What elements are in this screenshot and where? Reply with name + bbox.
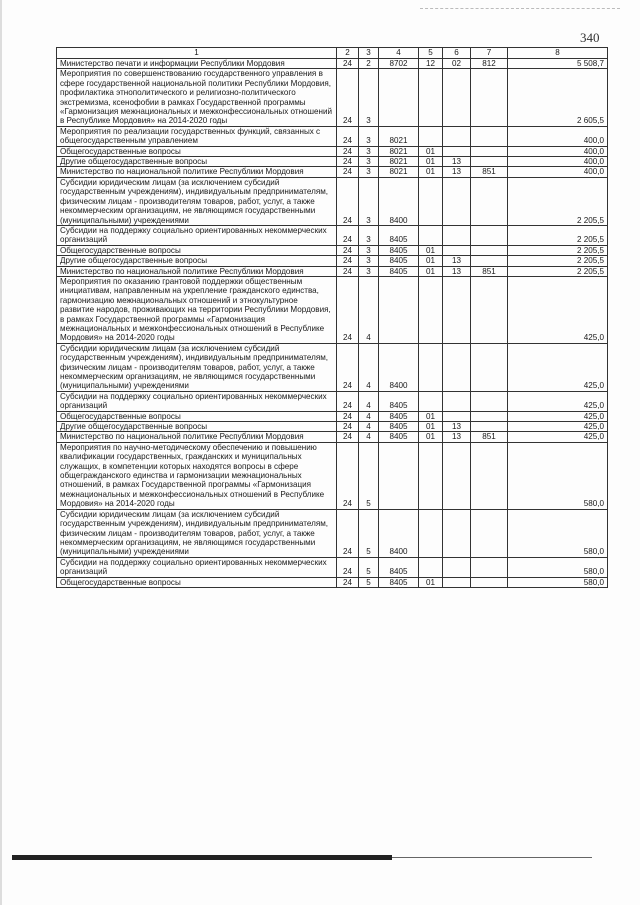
cell-code-2: 24 bbox=[337, 509, 359, 557]
cell-amount: 400,0 bbox=[508, 157, 608, 167]
cell-code-7 bbox=[471, 509, 508, 557]
cell-amount: 2 205,5 bbox=[508, 225, 608, 245]
cell-code-3: 5 bbox=[359, 557, 379, 577]
cell-code-4: 8021 bbox=[379, 157, 419, 167]
cell-code-4: 8405 bbox=[379, 245, 419, 255]
cell-code-7 bbox=[471, 577, 508, 587]
cell-code-4: 8405 bbox=[379, 577, 419, 587]
cell-code-2: 24 bbox=[337, 391, 359, 411]
cell-code-2: 24 bbox=[337, 432, 359, 442]
cell-code-4: 8400 bbox=[379, 509, 419, 557]
column-header: 2 bbox=[337, 48, 359, 59]
cell-amount: 5 508,7 bbox=[508, 59, 608, 69]
cell-code-5: 01 bbox=[419, 167, 443, 177]
cell-code-6 bbox=[443, 177, 471, 225]
cell-code-2: 24 bbox=[337, 69, 359, 126]
cell-code-5: 01 bbox=[419, 432, 443, 442]
cell-row-name: Мероприятия по совершенствованию государственного управления в сфере государственной национальной политики Республики Мордовия, профилактика этнополитического и религиозно-политического экстремизма, ксенофобии в рамках Государственной программы «Гармонизация межнациональных и межконфессиональных отношений в Республике Мордовия» на 2014-2020 годы bbox=[57, 69, 337, 126]
cell-row-name: Субсидии юридическим лицам (за исключением субсидий государственным учреждениям), индивидуальным предпринимателям, физическим лицам - производителям товаров, работ, услуг, а также некоммерческим организациям, не являющимся государственными (муниципальными) учреждениями bbox=[57, 509, 337, 557]
cell-code-2: 24 bbox=[337, 126, 359, 146]
cell-code-2: 24 bbox=[337, 411, 359, 421]
column-header: 4 bbox=[379, 48, 419, 59]
cell-amount: 425,0 bbox=[508, 411, 608, 421]
cell-code-7 bbox=[471, 245, 508, 255]
cell-code-3: 5 bbox=[359, 509, 379, 557]
cell-code-7: 812 bbox=[471, 59, 508, 69]
cell-amount: 2 205,5 bbox=[508, 266, 608, 276]
cell-row-name: Общегосударственные вопросы bbox=[57, 146, 337, 156]
cell-code-7 bbox=[471, 157, 508, 167]
column-header: 3 bbox=[359, 48, 379, 59]
cell-code-6 bbox=[443, 276, 471, 343]
cell-code-7 bbox=[471, 411, 508, 421]
table-row bbox=[57, 432, 608, 442]
cell-code-7 bbox=[471, 177, 508, 225]
table-row bbox=[57, 177, 608, 225]
cell-amount: 400,0 bbox=[508, 146, 608, 156]
cell-amount: 580,0 bbox=[508, 442, 608, 509]
cell-code-7 bbox=[471, 391, 508, 411]
cell-row-name: Общегосударственные вопросы bbox=[57, 577, 337, 587]
cell-code-4: 8405 bbox=[379, 225, 419, 245]
cell-code-3: 4 bbox=[359, 432, 379, 442]
page-number: 340 bbox=[580, 30, 600, 45]
column-header: 6 bbox=[443, 48, 471, 59]
cell-code-2: 24 bbox=[337, 266, 359, 276]
cell-code-4: 8405 bbox=[379, 411, 419, 421]
cell-code-5: 01 bbox=[419, 256, 443, 266]
cell-code-5 bbox=[419, 69, 443, 126]
cell-code-7 bbox=[471, 69, 508, 126]
cell-code-3: 4 bbox=[359, 276, 379, 343]
cell-code-6 bbox=[443, 343, 471, 391]
cell-amount: 2 205,5 bbox=[508, 177, 608, 225]
cell-code-7 bbox=[471, 422, 508, 432]
cell-code-4: 8021 bbox=[379, 126, 419, 146]
column-header: 7 bbox=[471, 48, 508, 59]
scan-bottom-bar bbox=[12, 855, 392, 860]
cell-code-6: 13 bbox=[443, 432, 471, 442]
cell-code-3: 3 bbox=[359, 167, 379, 177]
cell-code-4: 8021 bbox=[379, 167, 419, 177]
cell-code-4 bbox=[379, 69, 419, 126]
cell-code-5 bbox=[419, 442, 443, 509]
cell-code-2: 24 bbox=[337, 167, 359, 177]
cell-row-name: Общегосударственные вопросы bbox=[57, 411, 337, 421]
cell-code-5: 01 bbox=[419, 157, 443, 167]
cell-row-name: Субсидии на поддержку социально ориентированных некоммерческих организаций bbox=[57, 391, 337, 411]
cell-row-name: Субсидии на поддержку социально ориентированных некоммерческих организаций bbox=[57, 225, 337, 245]
cell-code-4: 8405 bbox=[379, 391, 419, 411]
cell-row-name: Субсидии на поддержку социально ориентированных некоммерческих организаций bbox=[57, 557, 337, 577]
cell-code-7 bbox=[471, 225, 508, 245]
cell-code-6 bbox=[443, 442, 471, 509]
cell-row-name: Мероприятия по оказанию грантовой поддержки общественным инициативам, направленным на укрепление гражданского единства, гармонизацию межнациональных отношений и этнокультурное развитие народов, проживающих на территории Республики Мордовия, в рамках Государственной программы «Гармонизация межнациональных и межконфессиональных отношений в Республике Мордовия» на 2014-2020 годы bbox=[57, 276, 337, 343]
cell-code-5: 12 bbox=[419, 59, 443, 69]
scan-edge bbox=[0, 0, 2, 905]
table-row bbox=[57, 157, 608, 167]
cell-code-2: 24 bbox=[337, 177, 359, 225]
cell-code-5 bbox=[419, 126, 443, 146]
cell-code-6 bbox=[443, 146, 471, 156]
column-header: 8 bbox=[508, 48, 608, 59]
cell-code-3: 3 bbox=[359, 245, 379, 255]
cell-code-2: 24 bbox=[337, 245, 359, 255]
cell-code-4 bbox=[379, 276, 419, 343]
table-row bbox=[57, 256, 608, 266]
cell-code-2: 24 bbox=[337, 225, 359, 245]
cell-code-3: 3 bbox=[359, 225, 379, 245]
cell-code-5: 01 bbox=[419, 577, 443, 587]
cell-code-2: 24 bbox=[337, 59, 359, 69]
cell-code-4: 8405 bbox=[379, 266, 419, 276]
cell-code-2: 24 bbox=[337, 276, 359, 343]
cell-code-7 bbox=[471, 442, 508, 509]
table-row bbox=[57, 442, 608, 509]
cell-row-name: Министерство печати и информации Республики Мордовия bbox=[57, 59, 337, 69]
table-row bbox=[57, 411, 608, 421]
cell-row-name: Мероприятия по научно-методическому обеспечению и повышению квалификации государственных, гражданских и муниципальных служащих, в компетенции которых находятся вопросы в сфере общегражданского единства и гармонизации межнациональных отношений, в рамках Государственной программы «Гармонизация межнациональных и межконфессиональных отношений в Республике Мордовия» на 2014-2020 годы bbox=[57, 442, 337, 509]
cell-code-7 bbox=[471, 276, 508, 343]
cell-code-3: 3 bbox=[359, 157, 379, 167]
cell-code-6 bbox=[443, 225, 471, 245]
cell-code-5: 01 bbox=[419, 146, 443, 156]
table-row bbox=[57, 509, 608, 557]
table-row bbox=[57, 69, 608, 126]
cell-code-3: 3 bbox=[359, 177, 379, 225]
cell-code-2: 24 bbox=[337, 422, 359, 432]
cell-code-3: 4 bbox=[359, 343, 379, 391]
table-row bbox=[57, 167, 608, 177]
cell-code-6 bbox=[443, 391, 471, 411]
cell-code-4: 8405 bbox=[379, 557, 419, 577]
cell-code-6 bbox=[443, 126, 471, 146]
cell-code-3: 2 bbox=[359, 59, 379, 69]
cell-code-7: 851 bbox=[471, 432, 508, 442]
table-row bbox=[57, 146, 608, 156]
cell-row-name: Другие общегосударственные вопросы bbox=[57, 422, 337, 432]
cell-amount: 580,0 bbox=[508, 557, 608, 577]
cell-code-3: 4 bbox=[359, 391, 379, 411]
cell-code-6: 13 bbox=[443, 256, 471, 266]
cell-code-3: 5 bbox=[359, 577, 379, 587]
cell-amount: 425,0 bbox=[508, 422, 608, 432]
table-row bbox=[57, 422, 608, 432]
table-row bbox=[57, 343, 608, 391]
cell-amount: 580,0 bbox=[508, 509, 608, 557]
cell-code-2: 24 bbox=[337, 146, 359, 156]
cell-amount: 425,0 bbox=[508, 432, 608, 442]
cell-code-7 bbox=[471, 126, 508, 146]
cell-code-5 bbox=[419, 276, 443, 343]
cell-code-6: 13 bbox=[443, 167, 471, 177]
cell-amount: 2 605,5 bbox=[508, 69, 608, 126]
cell-code-2: 24 bbox=[337, 343, 359, 391]
cell-code-6 bbox=[443, 509, 471, 557]
cell-row-name: Другие общегосударственные вопросы bbox=[57, 157, 337, 167]
table-row bbox=[57, 557, 608, 577]
cell-row-name: Мероприятия по реализации государственных функций, связанных с общегосударственным управлением bbox=[57, 126, 337, 146]
cell-code-6: 13 bbox=[443, 266, 471, 276]
cell-code-5: 01 bbox=[419, 411, 443, 421]
cell-code-6: 13 bbox=[443, 422, 471, 432]
cell-code-7 bbox=[471, 146, 508, 156]
cell-amount: 580,0 bbox=[508, 577, 608, 587]
table-row bbox=[57, 266, 608, 276]
table-row bbox=[57, 59, 608, 69]
cell-code-5 bbox=[419, 509, 443, 557]
cell-code-5 bbox=[419, 225, 443, 245]
cell-code-3: 3 bbox=[359, 146, 379, 156]
cell-code-3: 3 bbox=[359, 266, 379, 276]
cell-code-5: 01 bbox=[419, 266, 443, 276]
cell-code-3: 5 bbox=[359, 442, 379, 509]
cell-code-5: 01 bbox=[419, 245, 443, 255]
scan-bottom-line bbox=[392, 857, 592, 858]
cell-row-name: Субсидии юридическим лицам (за исключением субсидий государственным учреждениям), индивидуальным предпринимателям, физическим лицам - производителям товаров, работ, услуг, а также некоммерческим организациям, не являющимся государственными (муниципальными) учреждениями bbox=[57, 343, 337, 391]
cell-code-6 bbox=[443, 577, 471, 587]
cell-code-4: 8405 bbox=[379, 432, 419, 442]
cell-code-5 bbox=[419, 343, 443, 391]
cell-code-7: 851 bbox=[471, 266, 508, 276]
cell-code-6 bbox=[443, 69, 471, 126]
table-row bbox=[57, 245, 608, 255]
cell-code-7 bbox=[471, 343, 508, 391]
column-header: 1 bbox=[57, 48, 337, 59]
cell-code-4: 8400 bbox=[379, 177, 419, 225]
cell-row-name: Субсидии юридическим лицам (за исключением субсидий государственным учреждениям), индивидуальным предпринимателям, физическим лицам - производителям товаров, работ, услуг, а также некоммерческим организациям, не являющимся государственными (муниципальными) учреждениями bbox=[57, 177, 337, 225]
table-row bbox=[57, 391, 608, 411]
cell-amount: 425,0 bbox=[508, 343, 608, 391]
cell-code-6 bbox=[443, 245, 471, 255]
cell-amount: 425,0 bbox=[508, 276, 608, 343]
cell-code-3: 3 bbox=[359, 69, 379, 126]
cell-code-6: 13 bbox=[443, 157, 471, 167]
table-row bbox=[57, 126, 608, 146]
cell-code-5: 01 bbox=[419, 422, 443, 432]
table-row bbox=[57, 577, 608, 587]
cell-row-name: Министерство по национальной политике Республики Мордовия bbox=[57, 266, 337, 276]
table-row bbox=[57, 225, 608, 245]
scan-artifact-line bbox=[420, 8, 620, 10]
cell-code-4: 8400 bbox=[379, 343, 419, 391]
cell-amount: 400,0 bbox=[508, 126, 608, 146]
cell-code-7 bbox=[471, 256, 508, 266]
cell-row-name: Общегосударственные вопросы bbox=[57, 245, 337, 255]
cell-code-4 bbox=[379, 442, 419, 509]
cell-amount: 2 205,5 bbox=[508, 245, 608, 255]
cell-code-6: 02 bbox=[443, 59, 471, 69]
cell-code-4: 8405 bbox=[379, 422, 419, 432]
cell-code-6 bbox=[443, 557, 471, 577]
cell-code-5 bbox=[419, 557, 443, 577]
cell-code-2: 24 bbox=[337, 577, 359, 587]
cell-amount: 2 205,5 bbox=[508, 256, 608, 266]
cell-amount: 425,0 bbox=[508, 391, 608, 411]
cell-code-6 bbox=[443, 411, 471, 421]
cell-code-2: 24 bbox=[337, 557, 359, 577]
cell-code-3: 4 bbox=[359, 422, 379, 432]
cell-code-4: 8702 bbox=[379, 59, 419, 69]
cell-code-3: 3 bbox=[359, 126, 379, 146]
column-header: 5 bbox=[419, 48, 443, 59]
cell-amount: 400,0 bbox=[508, 167, 608, 177]
cell-row-name: Министерство по национальной политике Республики Мордовия bbox=[57, 167, 337, 177]
cell-code-3: 4 bbox=[359, 411, 379, 421]
cell-code-4: 8021 bbox=[379, 146, 419, 156]
cell-code-4: 8405 bbox=[379, 256, 419, 266]
cell-row-name: Другие общегосударственные вопросы bbox=[57, 256, 337, 266]
cell-code-2: 24 bbox=[337, 256, 359, 266]
cell-code-2: 24 bbox=[337, 442, 359, 509]
cell-code-7: 851 bbox=[471, 167, 508, 177]
cell-code-7 bbox=[471, 557, 508, 577]
cell-code-5 bbox=[419, 177, 443, 225]
cell-row-name: Министерство по национальной политике Республики Мордовия bbox=[57, 432, 337, 442]
cell-code-5 bbox=[419, 391, 443, 411]
cell-code-2: 24 bbox=[337, 157, 359, 167]
budget-table bbox=[56, 47, 608, 588]
header-row bbox=[57, 48, 608, 59]
cell-code-3: 3 bbox=[359, 256, 379, 266]
table-row bbox=[57, 276, 608, 343]
